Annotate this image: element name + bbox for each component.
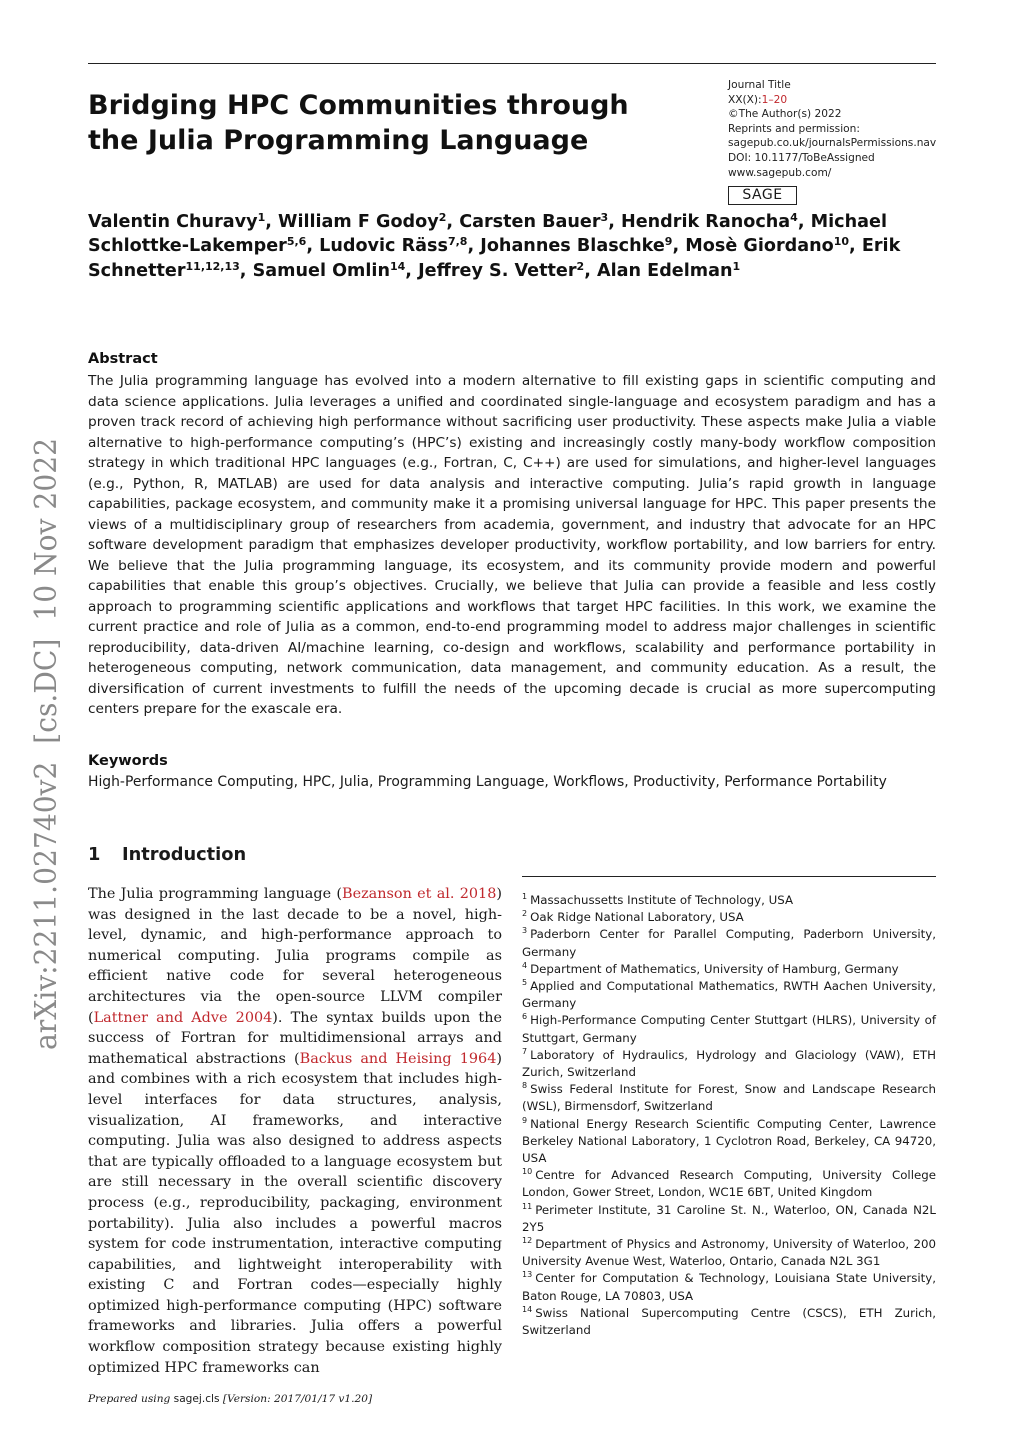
affiliation-text: National Energy Research Scientific Computing Center, Lawrence Berkeley National Laboratory, 1 Cyclotron Road, Berkeley, CA 94720, USA xyxy=(522,1116,936,1166)
affiliation-text: Center for Computation & Technology, Louisiana State University, Baton Rouge, LA 70803, USA xyxy=(522,1271,936,1303)
author-affiliation-marker: 10 xyxy=(833,235,850,249)
page-footer xyxy=(88,1392,372,1406)
affiliation-text: High-Performance Computing Center Stuttgart (HLRS), University of Stuttgart, Germany xyxy=(522,1013,936,1045)
author-name: Jeffrey S. Vetter xyxy=(418,260,577,281)
affiliation-number: 8 xyxy=(522,1081,528,1091)
author-name: Alan Edelman xyxy=(597,260,733,281)
affiliation-number: 11 xyxy=(522,1201,533,1211)
intro-text-1: The Julia programming language ( xyxy=(88,886,342,902)
journal-website: www.sagepub.com/ xyxy=(728,166,832,179)
author-affiliation-marker: 1 xyxy=(732,259,741,273)
affiliation-item xyxy=(522,1305,936,1339)
keywords-text: High-Performance Computing, HPC, Julia, Programming Language, Workflows, Productivity, Performance Portability xyxy=(88,774,887,790)
footer-class-name: sagej.cls xyxy=(173,1393,220,1405)
author xyxy=(253,261,406,281)
author-name: Michael Schlottke-Lakemper xyxy=(88,212,887,257)
author-affiliation-marker: 1 xyxy=(257,211,266,224)
author-name: Erik Schnetter xyxy=(88,236,901,281)
affiliation-item xyxy=(522,1167,936,1201)
affiliation-number: 13 xyxy=(522,1270,533,1280)
author xyxy=(480,236,672,256)
author xyxy=(418,261,584,281)
author-name: Hendrik Ranocha xyxy=(621,212,791,232)
affiliation-item xyxy=(522,1012,936,1046)
author-affiliation-marker: 7,8 xyxy=(447,235,468,249)
affiliation-text: Department of Physics and Astronomy, University of Waterloo, 200 University Avenue West, Waterloo, Ontario, Canada N2L 3G1 xyxy=(522,1237,936,1269)
author-affiliation-marker: 11,12,13 xyxy=(185,259,240,273)
affiliation-text: Massachussetts Institute of Technology, USA xyxy=(530,893,794,907)
affiliation-number: 6 xyxy=(522,1012,528,1022)
author-name: Carsten Bauer xyxy=(459,212,601,232)
title-line-1: Bridging HPC Communities through xyxy=(88,90,629,121)
journal-pages-link[interactable]: 1–20 xyxy=(761,93,788,106)
footer-prefix: Prepared using xyxy=(88,1393,174,1405)
affiliation-item xyxy=(522,1081,936,1115)
journal-volume xyxy=(728,93,958,108)
affiliation-item xyxy=(522,1236,936,1270)
affiliation-number: 2 xyxy=(522,909,528,919)
introduction-paragraph xyxy=(88,884,502,1378)
intro-text-2: ) was designed in the last decade to be a novel, high-level, dynamic, and high-performance approach to numerical computing. Julia programs compile as efficient native code for several heterogeneous architectures via the open-source LLVM compiler ( xyxy=(88,886,502,1026)
author-name: Ludovic Räss xyxy=(319,236,448,257)
author-list: Valentin Churavy$^1$, William F Godoy$^2$, Carsten Bauer$^3$, Hendrik Ranocha$^4$, Michael Schlottke-Lakemper$^{5,6}$, Ludovic Räss$^{7,8}$, Johannes Blaschke$^9$, Mosè Giordano$^{10}$, Erik Schnetter$^{11,12,13}$, Samuel Omlin$^{14}$, Jeffrey S. Vetter$^2$, Alan Edelman$^1$ xyxy=(88,211,901,281)
author-name: Samuel Omlin xyxy=(252,260,390,281)
journal-volume-prefix: XX(X): xyxy=(728,93,762,106)
author-name: William F Godoy xyxy=(278,212,439,232)
author-affiliation-marker: 3 xyxy=(600,211,609,224)
affiliation-number: 9 xyxy=(522,1115,528,1125)
affiliation-number: 5 xyxy=(522,978,528,988)
affiliation-item xyxy=(522,1116,936,1168)
author-name: Mosè Giordano xyxy=(685,236,834,257)
affiliation-item xyxy=(522,978,936,1012)
affiliation-list xyxy=(522,892,936,1339)
author xyxy=(88,212,265,232)
affiliation-number: 12 xyxy=(522,1236,533,1246)
author-affiliation-marker: 5,6 xyxy=(286,235,307,249)
affiliation-item xyxy=(522,961,936,978)
affiliation-number: 10 xyxy=(522,1167,533,1177)
affiliation-text: Oak Ridge National Laboratory, USA xyxy=(530,910,744,925)
author xyxy=(319,236,467,256)
citation-link-bezanson[interactable]: Bezanson et al. 2018 xyxy=(342,886,497,902)
journal-info xyxy=(728,78,958,180)
affiliation-number: 7 xyxy=(522,1046,528,1056)
paper-title xyxy=(88,88,708,158)
intro-text-4: ) and combines with a rich ecosystem that includes high-level interfaces for data structures, analysis, visualization, AI frameworks, and interactive computing. Julia was also designed to address aspects that are typically offloaded to a language ecosystem but are still necessary in the overall scientific discovery process (e.g., reproducibility, packaging, environment portability). Julia also includes a powerful macros system for code instrumentation, interactive computing capabilities, and lightweight interoperability with existing C and Fortran codes—especially highly optimized high-performance computing (HPC) software frameworks and libraries. Julia offers a powerful workflow composition strategy because existing highly optimized HPC frameworks can xyxy=(88,1050,502,1376)
affiliation-item xyxy=(522,892,936,909)
sage-logo: SAGE xyxy=(728,186,797,205)
affiliation-number: 4 xyxy=(522,960,528,970)
footnote-rule xyxy=(522,876,936,877)
affiliation-text: Laboratory of Hydraulics, Hydrology and Glaciology (VAW), ETH Zurich, Switzerland xyxy=(522,1047,936,1080)
author-affiliation-marker: 4 xyxy=(790,211,798,224)
journal-name: Journal Title xyxy=(728,79,791,91)
affiliation-text: Swiss Federal Institute for Forest, Snow and Landscape Research (WSL), Birmensdorf, Switzerland xyxy=(522,1082,936,1114)
affiliation-item xyxy=(522,926,936,960)
author xyxy=(621,212,798,232)
affiliation-item xyxy=(522,909,936,926)
affiliation-text: Perimeter Institute, 31 Caroline St. N., Waterloo, ON, Canada N2L 2Y5 xyxy=(522,1202,936,1234)
author-affiliation-marker: 2 xyxy=(576,259,585,273)
intro-text-3: ). The syntax builds upon the success of Fortran for multidimensional arrays and mathematical abstractions ( xyxy=(88,1009,502,1067)
author xyxy=(278,212,446,232)
affiliation-text: Swiss National Supercomputing Centre (CSCS), ETH Zurich, Switzerland xyxy=(522,1305,936,1338)
affiliation-item xyxy=(522,1270,936,1304)
affiliation-text: Applied and Computational Mathematics, RWTH Aachen University, Germany xyxy=(522,979,936,1011)
keywords-heading: Keywords xyxy=(88,753,168,769)
author-affiliation-marker: 9 xyxy=(664,235,673,249)
affiliation-number: 1 xyxy=(522,892,528,901)
author-name: Johannes Blaschke xyxy=(480,236,665,257)
journal-copyright: ©The Author(s) 2022 xyxy=(728,108,842,121)
author-affiliation-marker: 2 xyxy=(438,211,447,224)
journal-doi: DOI: 10.1177/ToBeAssigned xyxy=(728,151,875,164)
footer-version: [Version: 2017/01/17 v1.20] xyxy=(219,1393,373,1405)
title-line-2: the Julia Programming Language xyxy=(88,125,589,156)
affiliation-text: Paderborn Center for Parallel Computing, Paderborn University, Germany xyxy=(522,927,936,959)
affiliation-item xyxy=(522,1202,936,1236)
arxiv-stamp-text[interactable]: arXiv:2211.02740v2 [cs.DC] 10 Nov 2022 xyxy=(29,397,64,1050)
affiliation-item xyxy=(522,1047,936,1081)
citation-link-lattner[interactable]: Lattner and Adve 2004 xyxy=(93,1009,273,1026)
top-rule xyxy=(88,63,936,64)
abstract-heading: Abstract xyxy=(88,351,158,367)
author xyxy=(685,236,849,256)
affiliation-number: 3 xyxy=(522,926,528,936)
affiliation-text: Department of Mathematics, University of Hamburg, Germany xyxy=(530,961,899,976)
author xyxy=(597,261,740,281)
section-number: 1 xyxy=(88,844,101,865)
citation-link-backus[interactable]: Backus and Heising 1964 xyxy=(299,1050,497,1067)
affiliation-text: Centre for Advanced Research Computing, University College London, Gower Street, London, WC1E 6BT, United Kingdom xyxy=(522,1168,936,1200)
section-heading-introduction xyxy=(88,844,246,866)
abstract-text: The Julia programming language has evolved into a modern alternative to fill existing gaps in scientific computing and data science applications. Julia leverages a unified and coordinated single-language and ecosystem paradigm and has a proven track record of achieving high performance without sacrificing user productivity. These aspects make Julia a viable alternative to high-performance computing’s (HPC’s) existing and increasingly costly many-body workflow composition strategy in which traditional HPC languages (e.g., Fortran, C, C++) are used for simulations, and higher-level languages (e.g., Python, R, MATLAB) are used for data analysis and interactive computing. Julia’s rapid growth in language capabilities, package ecosystem, and community make it a promising universal language for HPC. This paper presents the views of a multidisciplinary group of researchers from academia, government, and industry that advocate for an HPC software development paradigm that emphasizes developer productivity, workflow portability, and low barriers for entry. We believe that the Julia programming language, its ecosystem, and its community provide modern and powerful capabilities that enable this group’s objectives. Crucially, we believe that Julia can provide a feasible and less costly approach to programming scientific applications and workflows that target HPC facilities. In this work, we examine the current practice and role of Julia as a common, end-to-end programming model to address major challenges in scientific reproducibility, data-driven AI/machine learning, co-design and workflows, scalability and performance portability in heterogeneous computing, network communication, data management, and community education. As a result, the diversification of current investments to fulfill the needs of the upcoming decade is crucial as more supercomputing centers prepare for the exascale era. xyxy=(88,373,936,717)
journal-reprints: Reprints and permission: xyxy=(728,122,860,135)
arxiv-identifier-stamp xyxy=(0,0,70,1448)
affiliation-number: 14 xyxy=(522,1304,533,1314)
journal-permissions-url: sagepub.co.uk/journalsPermissions.nav xyxy=(728,137,937,150)
author-name: Valentin Churavy xyxy=(88,212,258,232)
section-title: Introduction xyxy=(122,844,247,865)
author xyxy=(459,212,608,232)
author-affiliation-marker: 14 xyxy=(389,259,406,273)
